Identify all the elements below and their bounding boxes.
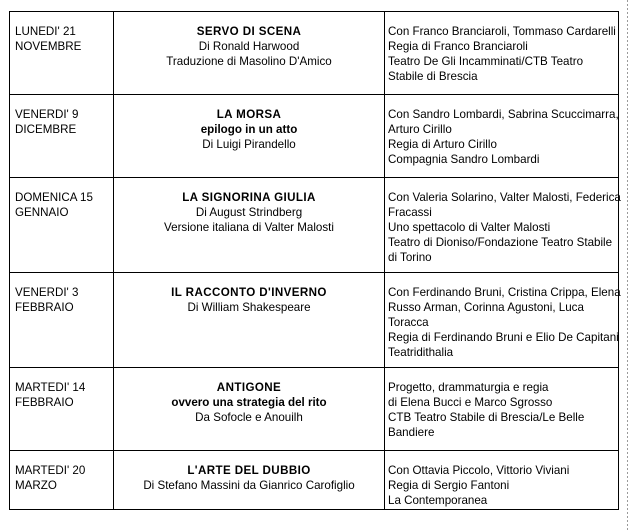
show-cell bbox=[114, 12, 385, 95]
show-title: ANTIGONE bbox=[216, 381, 282, 394]
show-credit: Da Sofocle e Anouilh bbox=[195, 411, 303, 424]
info-line: Teatro De Gli Incamminati/CTB Teatro bbox=[388, 55, 584, 68]
info-cell bbox=[385, 368, 619, 451]
info-line: Uno spettacolo di Valter Malosti bbox=[388, 221, 551, 234]
table-row bbox=[10, 178, 619, 273]
info-cell bbox=[385, 273, 619, 368]
date-cell bbox=[10, 12, 114, 95]
info-line: Regia di Sergio Fantoni bbox=[388, 479, 510, 492]
date-month: FEBBRAIO bbox=[15, 301, 74, 314]
info-line: CTB Teatro Stabile di Brescia/Le Belle bbox=[388, 411, 585, 424]
info-line: Bandiere bbox=[388, 426, 435, 439]
date-cell bbox=[10, 178, 114, 273]
info-cell bbox=[385, 12, 619, 95]
date-cell bbox=[10, 273, 114, 368]
info-line: Con Sandro Lombardi, Sabrina Scuccimarra, bbox=[388, 108, 619, 121]
table-row bbox=[10, 12, 619, 95]
info-line: di Torino bbox=[388, 251, 432, 264]
table-row bbox=[10, 451, 619, 510]
show-credit: Di Luigi Pirandello bbox=[202, 138, 296, 151]
date-month: MARZO bbox=[15, 479, 57, 492]
show-cell bbox=[114, 178, 385, 273]
show-subtitle: epilogo in un atto bbox=[200, 123, 298, 136]
info-line: Compagnia Sandro Lombardi bbox=[388, 153, 540, 166]
info-line: Regia di Arturo Cirillo bbox=[388, 138, 497, 151]
info-line: Toracca bbox=[388, 316, 429, 329]
season-schedule-table bbox=[9, 11, 619, 510]
info-cell bbox=[385, 178, 619, 273]
table-row bbox=[10, 368, 619, 451]
show-title: LA MORSA bbox=[216, 108, 282, 121]
info-cell bbox=[385, 451, 619, 510]
date-cell bbox=[10, 368, 114, 451]
info-line: Teatridithalia bbox=[388, 346, 454, 359]
info-line: Russo Arman, Corinna Agustoni, Luca bbox=[388, 301, 584, 314]
show-credit: Di William Shakespeare bbox=[187, 301, 311, 314]
info-cell bbox=[385, 95, 619, 178]
date-cell bbox=[10, 451, 114, 510]
info-line: Teatro di Dioniso/Fondazione Teatro Stabile bbox=[388, 236, 613, 249]
show-credit: Traduzione di Masolino D'Amico bbox=[166, 55, 332, 68]
info-line: Con Ottavia Piccolo, Vittorio Viviani bbox=[388, 464, 570, 477]
date-weekday-day: LUNEDI' 21 bbox=[15, 25, 76, 38]
show-credit: Di Ronald Harwood bbox=[198, 40, 300, 53]
info-line: Regia di Franco Branciaroli bbox=[388, 40, 528, 53]
date-weekday-day: VENERDI' 9 bbox=[15, 108, 79, 121]
show-title: IL RACCONTO D'INVERNO bbox=[171, 286, 327, 299]
date-month: FEBBRAIO bbox=[15, 396, 74, 409]
info-line: Progetto, drammaturgia e regia bbox=[388, 381, 549, 394]
table-row bbox=[10, 273, 619, 368]
page-edge-guide bbox=[627, 0, 628, 532]
date-weekday-day: MARTEDI' 20 bbox=[15, 464, 86, 477]
info-line: Fracassi bbox=[388, 206, 432, 219]
show-title: LA SIGNORINA GIULIA bbox=[182, 191, 316, 204]
show-cell bbox=[114, 451, 385, 510]
show-credit: Versione italiana di Valter Malosti bbox=[164, 221, 334, 234]
info-line: Con Valeria Solarino, Valter Malosti, Federica bbox=[388, 191, 621, 204]
show-cell bbox=[114, 273, 385, 368]
info-line: Regia di Ferdinando Bruni e Elio De Capitani bbox=[388, 331, 619, 344]
show-title: L'ARTE DEL DUBBIO bbox=[187, 464, 311, 477]
date-weekday-day: VENERDI' 3 bbox=[15, 286, 79, 299]
show-cell bbox=[114, 368, 385, 451]
info-line: Con Ferdinando Bruni, Cristina Crippa, Elena bbox=[388, 286, 621, 299]
info-line: Stabile di Brescia bbox=[388, 70, 478, 83]
info-line: Con Franco Branciaroli, Tommaso Cardarelli bbox=[388, 25, 616, 38]
info-line: Arturo Cirillo bbox=[388, 123, 452, 136]
date-month: NOVEMBRE bbox=[15, 40, 82, 53]
date-weekday-day: DOMENICA 15 bbox=[15, 191, 93, 204]
info-line: La Contemporanea bbox=[388, 494, 488, 507]
table-row bbox=[10, 95, 619, 178]
date-month: GENNAIO bbox=[15, 206, 69, 219]
date-weekday-day: MARTEDI' 14 bbox=[15, 381, 86, 394]
show-credit: Di Stefano Massini da Gianrico Carofiglio bbox=[143, 479, 355, 492]
show-credit: Di August Strindberg bbox=[195, 206, 303, 219]
info-line: di Elena Bucci e Marco Sgrosso bbox=[388, 396, 553, 409]
date-month: DICEMBRE bbox=[15, 123, 77, 136]
date-cell bbox=[10, 95, 114, 178]
show-cell bbox=[114, 95, 385, 178]
show-subtitle: ovvero una strategia del rito bbox=[171, 396, 327, 409]
show-title: SERVO DI SCENA bbox=[196, 25, 302, 38]
